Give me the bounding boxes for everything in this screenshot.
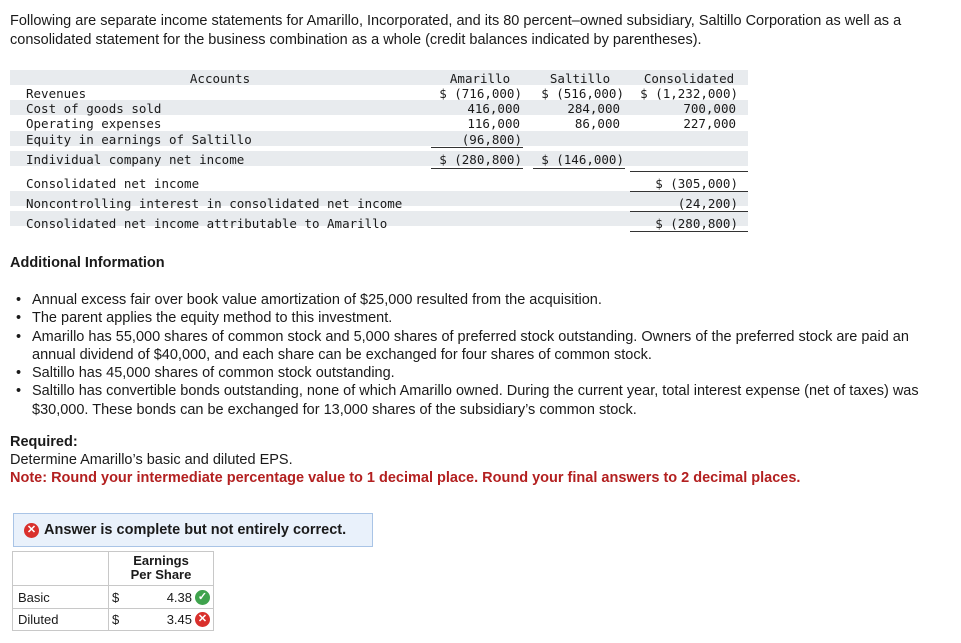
row-label: Operating expenses bbox=[26, 116, 162, 131]
rounding-note: Note: Round your intermediate percentage value to 1 decimal place. Round your final answers to 2 decimal places. bbox=[10, 470, 801, 486]
error-icon: ✕ bbox=[195, 612, 210, 627]
eps-column-header bbox=[108, 554, 214, 582]
table-border bbox=[12, 608, 214, 609]
header-line: Per Share bbox=[130, 567, 192, 582]
total-rule bbox=[630, 191, 748, 192]
table-border bbox=[12, 551, 13, 631]
required-task: Determine Amarillo’s basic and diluted EPS. bbox=[10, 452, 293, 468]
header-line: Earnings bbox=[133, 553, 189, 568]
income-statement-table bbox=[10, 70, 750, 240]
eps-answer-table bbox=[12, 551, 214, 631]
list-item: • Saltillo has convertible bonds outstanding, none of which Amarillo owned. During the current year, total interest expense (net of taxes) was $30,000. These bonds can be exchanged for 13,000 shares of the subsidiary’s common stock. bbox=[12, 382, 952, 419]
basic-eps-input[interactable]: 4.38 bbox=[166, 590, 192, 605]
saltillo-header: Saltillo bbox=[549, 71, 611, 86]
consolidated-value: $ (280,800) bbox=[655, 216, 738, 231]
amarillo-value: $ (716,000) bbox=[439, 86, 522, 101]
list-item: • Amarillo has 55,000 shares of common stock and 5,000 shares of preferred stock outstanding. Owners of the preferred stock are paid an annual dividend of $40,000, and each share can be exchanged for four shares of common stock. bbox=[12, 328, 952, 365]
subtotal-rule bbox=[431, 147, 523, 148]
row-label: Noncontrolling interest in consolidated net income bbox=[26, 196, 403, 211]
saltillo-value: 86,000 bbox=[574, 116, 620, 131]
total-rule bbox=[630, 171, 748, 172]
check-icon: ✓ bbox=[195, 590, 210, 605]
row-label: Cost of goods sold bbox=[26, 101, 162, 116]
feedback-banner bbox=[13, 513, 373, 547]
consolidated-value: 227,000 bbox=[683, 116, 736, 131]
total-rule bbox=[630, 231, 748, 232]
list-item: • The parent applies the equity method to this investment. bbox=[12, 309, 952, 327]
saltillo-value: $ (146,000) bbox=[541, 152, 624, 167]
basic-label: Basic bbox=[18, 590, 50, 605]
row-label: Revenues bbox=[26, 86, 87, 101]
consolidated-value: $ (1,232,000) bbox=[640, 86, 738, 101]
total-rule bbox=[533, 168, 625, 169]
diluted-label: Diluted bbox=[18, 612, 59, 627]
amarillo-value: $ (280,800) bbox=[439, 152, 522, 167]
row-label: Consolidated net income bbox=[26, 176, 200, 191]
diluted-eps-input[interactable]: 3.45 bbox=[166, 612, 192, 627]
additional-info-heading: Additional Information bbox=[10, 255, 165, 271]
table-border bbox=[12, 630, 214, 631]
amarillo-value: 416,000 bbox=[467, 101, 520, 116]
consolidated-value: $ (305,000) bbox=[655, 176, 738, 191]
total-rule bbox=[630, 211, 748, 212]
total-rule bbox=[431, 168, 523, 169]
list-item: • Saltillo has 45,000 shares of common stock outstanding. bbox=[12, 364, 952, 382]
row-label: Individual company net income bbox=[26, 152, 245, 167]
saltillo-value: $ (516,000) bbox=[541, 86, 624, 101]
row-label: Consolidated net income attributable to Amarillo bbox=[26, 216, 388, 231]
currency-symbol: $ bbox=[112, 612, 120, 627]
required-heading: Required: bbox=[10, 434, 78, 450]
table-border bbox=[12, 585, 214, 586]
amarillo-value: (96,800) bbox=[461, 132, 522, 147]
currency-symbol: $ bbox=[112, 590, 120, 605]
list-item: • Annual excess fair over book value amortization of $25,000 resulted from the acquisition. bbox=[12, 291, 952, 309]
consolidated-header: Consolidated bbox=[643, 71, 735, 86]
table-border bbox=[12, 551, 214, 552]
problem-intro: Following are separate income statements for Amarillo, Incorporated, and its 80 percent–owned subsidiary, Saltillo Corporation as well as a consolidated statement for the business combination as a whole (credit balances indicated by parentheses). bbox=[10, 13, 902, 48]
error-icon: ✕ bbox=[24, 523, 39, 538]
additional-info-list bbox=[12, 291, 952, 419]
amarillo-header: Amarillo bbox=[449, 71, 511, 86]
consolidated-value: 700,000 bbox=[683, 101, 736, 116]
row-label: Equity in earnings of Saltillo bbox=[26, 132, 252, 147]
feedback-text: Answer is complete but not entirely correct. bbox=[44, 522, 347, 538]
consolidated-value: (24,200) bbox=[677, 196, 738, 211]
amarillo-value: 116,000 bbox=[467, 116, 520, 131]
accounts-header: Accounts bbox=[189, 71, 251, 86]
saltillo-value: 284,000 bbox=[567, 101, 620, 116]
